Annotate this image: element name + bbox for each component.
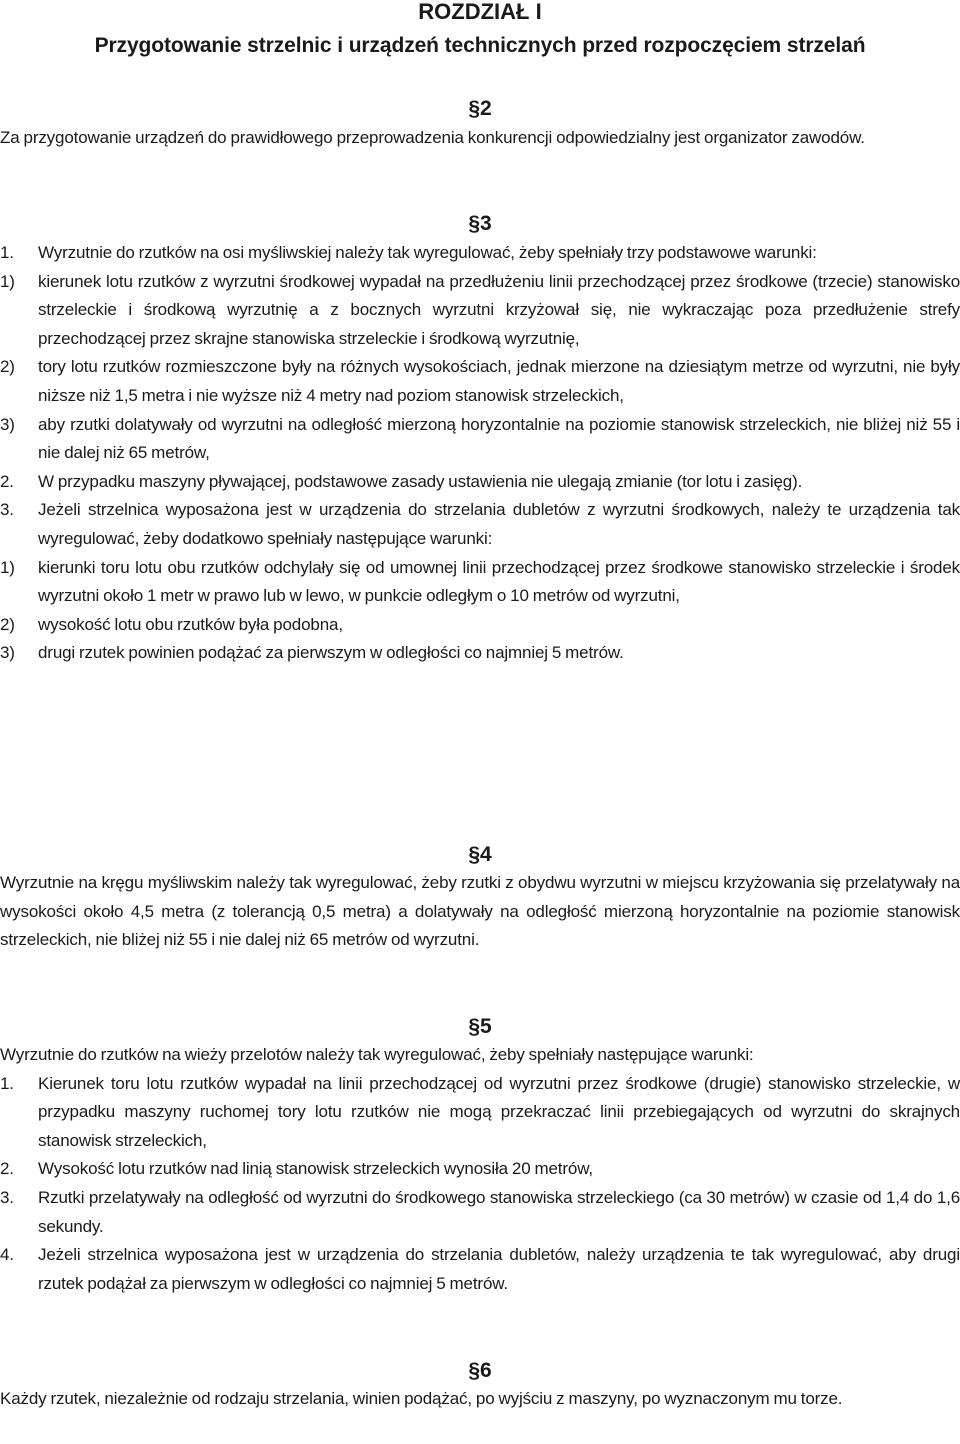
section-3-number: 3: [480, 212, 492, 235]
item-text: W przypadku maszyny pływającej, podstawowe zasady ustawienia nie ulegają zmianie (tor lotu i zasięg).: [38, 471, 803, 491]
section-3-item-1-sub-1: [0, 268, 960, 354]
section-3-item-3-sub-3: [0, 639, 960, 668]
section-3-body: [0, 239, 960, 668]
section-4-heading: [0, 841, 960, 869]
item-text: Jeżeli strzelnica wyposażona jest w urządzenia do strzelania dubletów, należy urządzenia te tak wyregulować, aby drugi rzutek podążał za pierwszym w odległości co najmniej 5 metrów.: [38, 1245, 960, 1293]
section-3-item-3-sub-1: [0, 554, 960, 611]
sub-item-text: aby rzutki dolatywały od wyrzutni na odległość mierzoną horyzontalnie na poziomie stanowisk strzeleckich, nie bliżej niż 55 i nie dalej niż 65 metrów,: [38, 414, 960, 463]
section-5-item-4: [0, 1241, 960, 1298]
section-symbol: §: [468, 212, 480, 235]
section-6-text: Każdy rzutek, niezależnie od rodzaju strzelania, winien podążać, po wyjściu z maszyny, po wyznaczonym mu torze.: [0, 1389, 843, 1408]
sub-item-text: kierunek lotu rzutków z wyrzutni środkowej wypadał na przedłużeniu linii przechodzącej przez środkowe (trzecie) stanowisko strzeleckie i środkową wyrzutnię a z bocznych wyrzutni krzyżował się, nie wykraczając poza przedłużenie strefy przechodzącej przez skrajne stanowiska strzeleckie i środkową wyrzutnię,: [38, 271, 960, 348]
sub-item-number: 3): [0, 414, 15, 434]
sub-item-number: 1): [0, 557, 15, 577]
sub-item-text: kierunki toru lotu obu rzutków odchylały się od umownej linii przechodzącej przez środkowe stanowisko strzeleckie i środek wyrzutni około 1 metr w prawo lub w lewo, w punkcie odległym o 10 metrów od wyrzutni,: [38, 557, 960, 606]
section-5-body: [0, 1041, 960, 1298]
sub-item-number: 2): [0, 614, 15, 634]
section-5-number: 5: [480, 1015, 492, 1038]
item-number: 1.: [0, 243, 14, 262]
item-text: Wyrzutnie do rzutków na osi myśliwskiej należy tak wyregulować, żeby spełniały trzy podstawowe warunki:: [38, 243, 817, 262]
section-6-number: 6: [480, 1359, 492, 1382]
section-4-number: 4: [480, 843, 492, 866]
section-5-intro: Wyrzutnie do rzutków na wieży przelotów należy tak wyregulować, żeby spełniały następujące warunki:: [0, 1045, 754, 1064]
item-number: 3.: [0, 500, 14, 520]
section-3-item-3-sub-2: [0, 611, 960, 640]
section-symbol: §: [468, 1359, 480, 1382]
section-2-text: Za przygotowanie urządzeń do prawidłowego przeprowadzenia konkurencji odpowiedzialny jest organizator zawodów.: [0, 128, 865, 147]
item-text: Rzutki przelatywały na odległość od wyrzutni do środkowego stanowiska strzeleckiego (ca 30 metrów) w czasie od 1,4 do 1,6 sekundy.: [38, 1187, 960, 1236]
section-symbol: §: [468, 843, 480, 866]
sub-item-text: tory lotu rzutków rozmieszczone były na różnych wysokościach, jednak mierzone na dziesiątym metrze od wyrzutni, nie były niższe niż 1,5 metra i nie wyższe niż 4 metry nad poziom stanowisk strzeleckich,: [38, 357, 960, 405]
section-5-item-3: [0, 1184, 960, 1241]
item-number: 2.: [0, 471, 14, 491]
chapter-title: ROZDZIAŁ I: [418, 0, 542, 24]
section-6-heading: [0, 1357, 960, 1385]
section-3-item-1-sub-2: [0, 353, 960, 410]
section-symbol: §: [468, 1015, 480, 1038]
sub-item-number: 2): [0, 357, 15, 377]
item-number: 2.: [0, 1159, 14, 1179]
section-5-item-2: [0, 1155, 960, 1184]
item-text: Kierunek toru lotu rzutków wypadał na linii przechodzącej od wyrzutni przez środkowe (drugie) stanowisko strzeleckie, w przypadku maszyny ruchomej tory lotu rzutków nie mogą przekraczać linii przebiegających od wyrzutni do skrajnych stanowisk strzeleckich,: [38, 1073, 960, 1150]
section-3-item-1: [0, 239, 960, 268]
sub-item-text: drugi rzutek powinien podążać za pierwszym w odległości co najmniej 5 metrów.: [38, 643, 624, 663]
section-3-heading: [0, 210, 960, 238]
section-symbol: §: [468, 97, 480, 120]
sub-item-number: 1): [0, 271, 15, 291]
sub-item-number: 3): [0, 643, 15, 663]
section-5-heading: [0, 1013, 960, 1041]
section-2-heading: [0, 95, 960, 123]
item-number: 4.: [0, 1245, 14, 1265]
item-number: 1.: [0, 1073, 14, 1093]
section-4-text: Wyrzutnie na kręgu myśliwskim należy tak wyregulować, żeby rzutki z obydwu wyrzutni w miejscu krzyżowania się przelatywały na wysokości około 4,5 metra (z tolerancją 0,5 metra) a dolatywały na odległość mierzoną horyzontalnie na poziomie stanowisk strzeleckich, nie bliżej niż 55 i nie dalej niż 65 metrów od wyrzutni.: [0, 873, 960, 950]
section-3-item-3: [0, 496, 960, 553]
section-2-number: 2: [480, 97, 492, 120]
section-5-item-1: [0, 1070, 960, 1156]
section-3-item-2: [0, 468, 960, 497]
chapter-subtitle: Przygotowanie strzelnic i urządzeń technicznych przed rozpoczęciem strzelań: [94, 34, 866, 57]
section-3-item-1-sub-3: [0, 411, 960, 468]
item-text: Jeżeli strzelnica wyposażona jest w urządzenia do strzelania dubletów z wyrzutni środkowych, należy te urządzenia tak wyregulować, żeby dodatkowo spełniały następujące warunki:: [38, 500, 960, 548]
item-text: Wysokość lotu rzutków nad linią stanowisk strzeleckich wynosiła 20 metrów,: [38, 1159, 593, 1179]
item-number: 3.: [0, 1187, 14, 1207]
sub-item-text: wysokość lotu obu rzutków była podobna,: [38, 614, 343, 634]
